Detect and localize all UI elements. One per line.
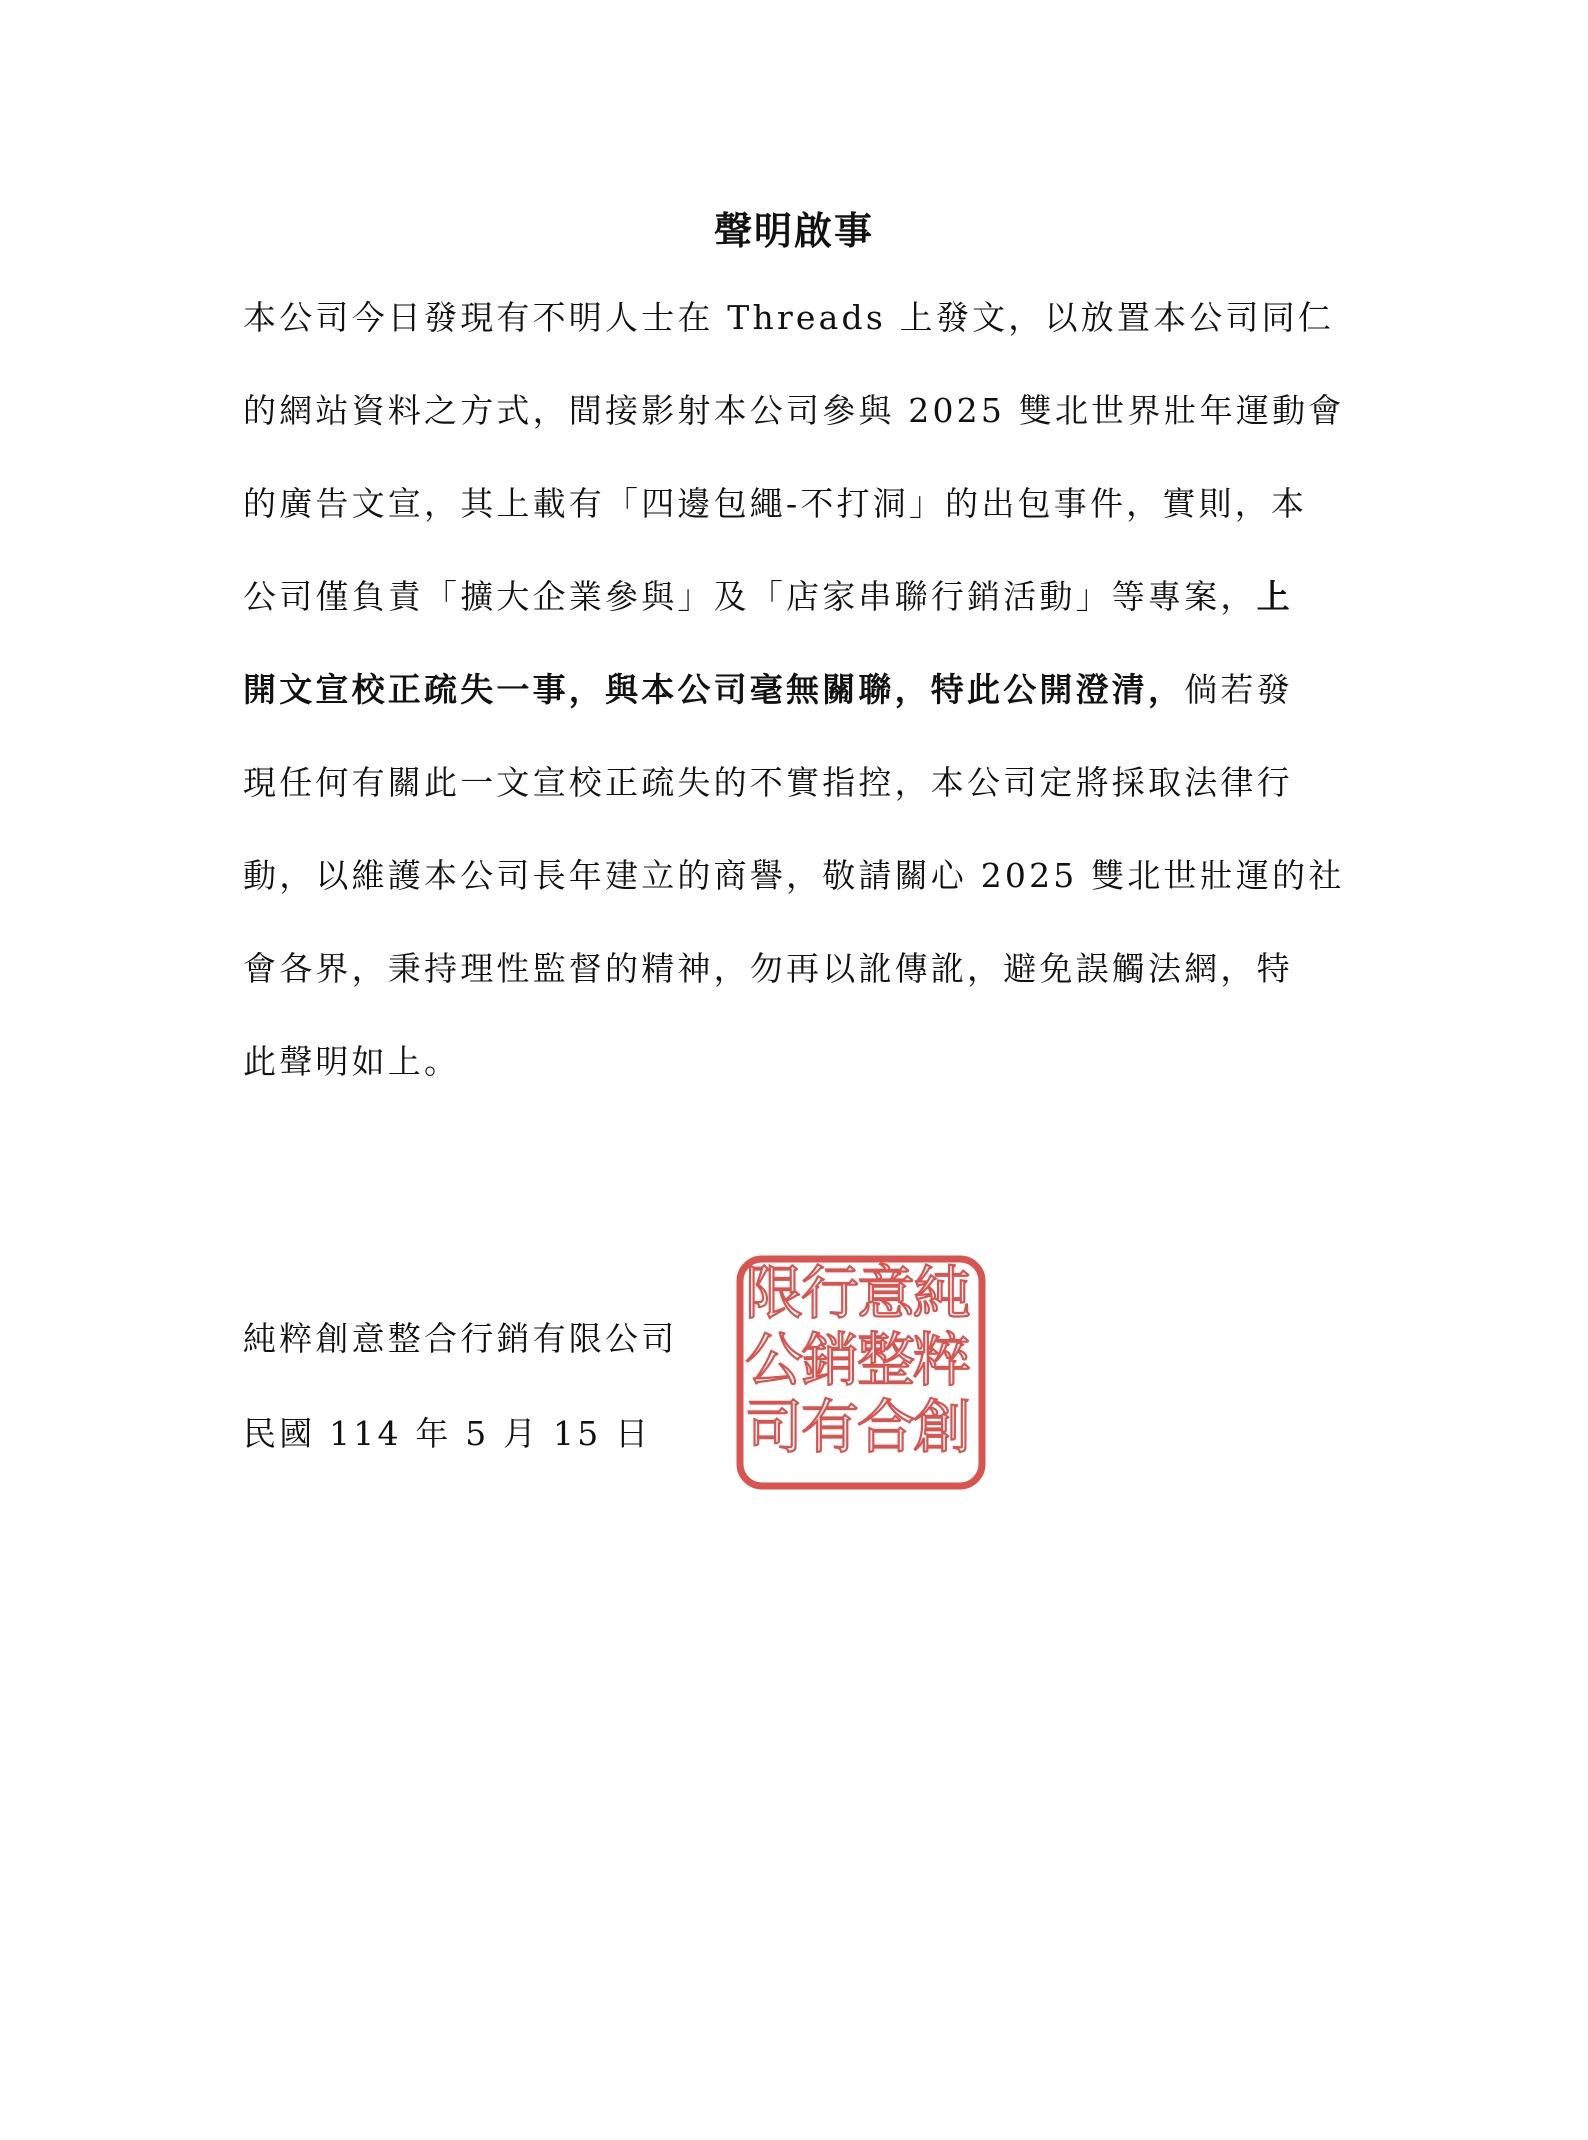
line-text: 的網站資料之方式，間接影射本公司參與 2025 雙北世界壯年運動會	[243, 391, 1345, 430]
body-line	[243, 1040, 460, 1084]
line-text-bold: 開文宣校正疏失一事，與本公司毫無關聯，特此公開澄清，	[243, 670, 1185, 709]
seal-character: 合	[856, 1393, 916, 1461]
seal-character: 行	[800, 1259, 860, 1327]
seal-character: 司	[744, 1393, 804, 1461]
document-title: 聲明啟事	[713, 208, 874, 253]
body-line	[243, 296, 1334, 340]
line-text: 公司僅負責「擴大企業參與」及「店家串聯行銷活動」等專案，	[243, 577, 1257, 616]
seal-character: 公	[744, 1326, 804, 1394]
line-text: 現任何有關此一文宣校正疏失的不實指控，本公司定將採取法律行	[243, 763, 1293, 802]
line-text: 會各界，秉持理性監督的精神，勿再以訛傳訛，避免誤觸法網，特	[243, 949, 1293, 988]
line-text-bold: 上	[1256, 577, 1293, 616]
seal-character: 純	[912, 1259, 972, 1327]
seal-character: 有	[800, 1393, 860, 1461]
seal-icon	[736, 1255, 986, 1490]
company-signature-name: 純粹創意整合行銷有限公司	[243, 1319, 678, 1358]
seal-character: 限	[744, 1259, 804, 1327]
seal-character: 整	[856, 1326, 916, 1394]
line-text: 倘若發	[1184, 670, 1293, 709]
seal-character: 創	[912, 1393, 972, 1461]
seal-character: 粹	[912, 1326, 972, 1394]
line-text: 的廣告文宣，其上載有「四邊包繩-不打洞」的出包事件，實則，本	[243, 484, 1308, 523]
body-line	[243, 761, 1293, 805]
line-text: 動，以維護本公司長年建立的商譽，敬請關心 2025 雙北世壯運的社	[243, 856, 1345, 895]
seal-character: 意	[856, 1259, 916, 1327]
body-line	[243, 668, 1293, 712]
seal-character: 銷	[800, 1326, 860, 1394]
body-line	[243, 947, 1293, 991]
line-text: 此聲明如上。	[243, 1042, 461, 1081]
statement-date: 民國 114 年 5 月 15 日	[243, 1414, 652, 1453]
body-line	[243, 575, 1293, 619]
body-line	[243, 482, 1307, 526]
company-seal-stamp	[736, 1255, 986, 1490]
line-text: 本公司今日發現有不明人士在 Threads 上發文，以放置本公司同仁	[243, 298, 1335, 337]
body-line	[243, 389, 1345, 433]
body-line	[243, 854, 1345, 898]
